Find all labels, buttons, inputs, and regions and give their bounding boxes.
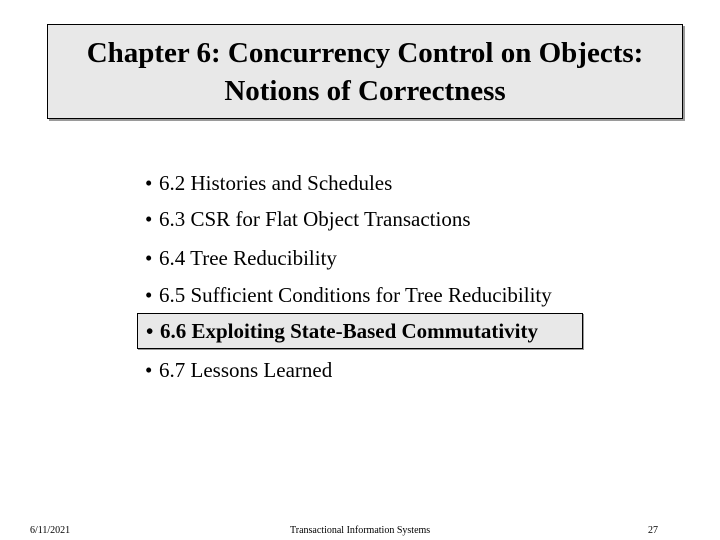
outline-item-6-4: [145, 245, 337, 271]
outline-item-text: 6.7 Lessons Learned: [159, 358, 333, 382]
outline-item-text: 6.3 CSR for Flat Object Transactions: [159, 207, 471, 231]
bullet-icon: •: [145, 207, 153, 231]
outline-item-6-3: [145, 206, 471, 232]
outline-item-6-5: [145, 282, 552, 308]
bullet-icon: •: [145, 283, 153, 307]
outline-item-6-6-current: [137, 313, 583, 349]
slide-title-line-2: Notions of Correctness: [224, 74, 506, 107]
bullet-icon: •: [145, 246, 153, 270]
bullet-icon: •: [146, 319, 154, 343]
outline-item-text: 6.4 Tree Reducibility: [159, 246, 337, 270]
outline-item-6-2: [145, 170, 392, 196]
footer-course-title: Transactional Information Systems: [290, 525, 431, 536]
outline-item-text: 6.2 Histories and Schedules: [159, 171, 393, 195]
footer-date: 6/11/2021: [30, 525, 71, 536]
slide-title-line-1: Chapter 6: Concurrency Control on Objects:: [86, 36, 644, 69]
footer-page-number: 27: [648, 525, 658, 536]
outline-item-text: 6.5 Sufficient Conditions for Tree Reducibility: [159, 283, 552, 307]
outline-item-text: 6.6 Exploiting State-Based Commutativity: [160, 319, 538, 343]
bullet-icon: •: [145, 358, 153, 382]
outline-item-6-7: [145, 357, 332, 383]
bullet-icon: •: [145, 171, 153, 195]
